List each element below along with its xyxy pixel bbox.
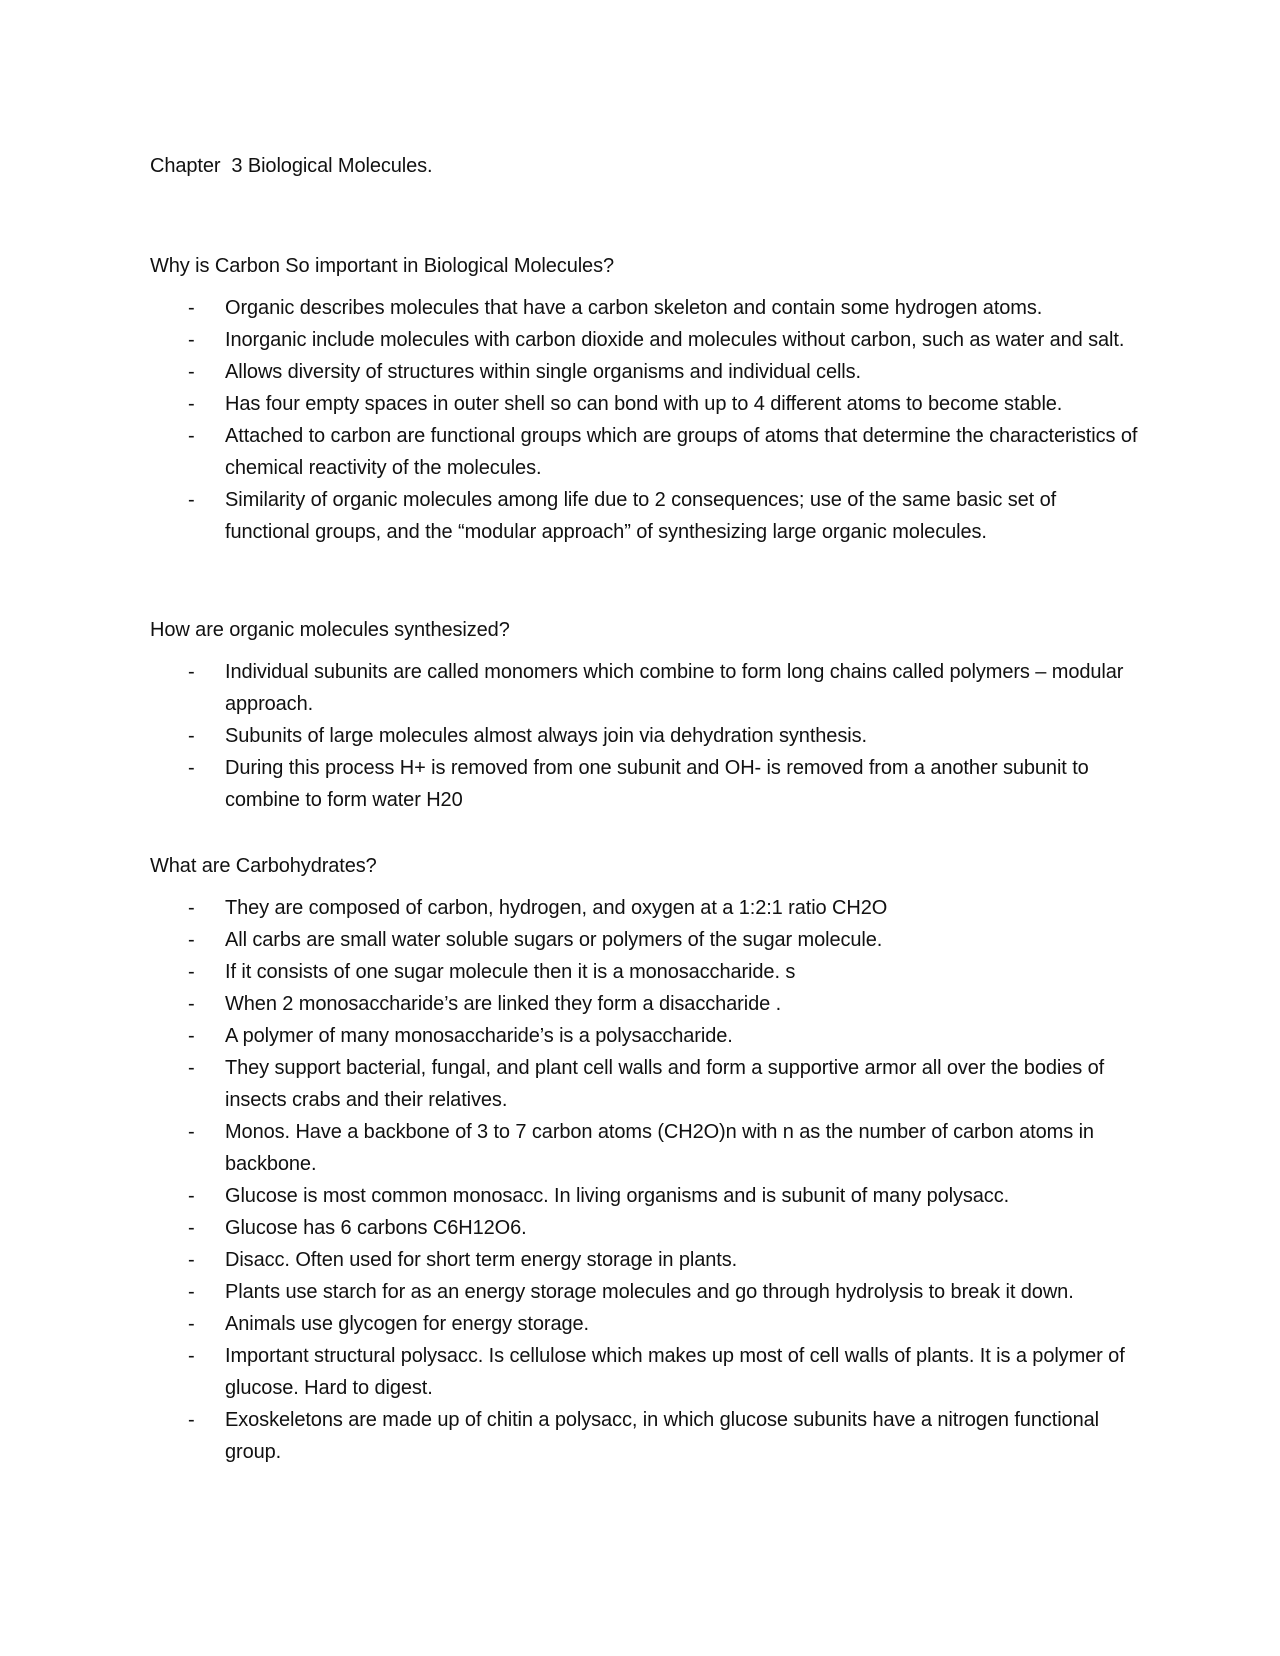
bullet-list-synthesis [150,656,1140,816]
bullet-marker: - [188,1409,195,1431]
list-item: - Exoskeletons are made up of chitin a polysacc, in which glucose subunits have a nitrogen functional group. [150,1404,1140,1468]
list-item: - They support bacterial, fungal, and plant cell walls and form a supportive armor all over the bodies of insects crabs and their relatives. [150,1052,1140,1116]
bullet-marker: - [188,1281,195,1303]
list-item: - If it consists of one sugar molecule then it is a monosaccharide. s [150,956,1140,988]
list-item: - Similarity of organic molecules among life due to 2 consequences; use of the same basic set of functional groups, and the “modular approach” of synthesizing large organic molecules. [150,484,1140,548]
bullet-marker: - [188,1345,195,1367]
section-heading-carbohydrates: What are Carbohydrates? [150,855,377,877]
list-item: - Individual subunits are called monomers which combine to form long chains called polymers – modular approach. [150,656,1140,720]
list-item: - Has four empty spaces in outer shell so can bond with up to 4 different atoms to become stable. [150,388,1140,420]
list-item: - Subunits of large molecules almost always join via dehydration synthesis. [150,720,1140,752]
bullet-marker: - [188,1217,195,1239]
bullet-marker: - [188,329,195,351]
bullet-marker: - [188,1057,195,1079]
bullet-marker: - [188,725,195,747]
list-item: - Monos. Have a backbone of 3 to 7 carbon atoms (CH2O)n with n as the number of carbon atoms in backbone. [150,1116,1140,1180]
bullet-marker: - [188,425,195,447]
list-item: - Disacc. Often used for short term energy storage in plants. [150,1244,1140,1276]
bullet-marker: - [188,489,195,511]
bullet-marker: - [188,993,195,1015]
list-item: - Important structural polysacc. Is cellulose which makes up most of cell walls of plants. It is a polymer of glucose. Hard to digest. [150,1340,1140,1404]
list-item: - During this process H+ is removed from one subunit and OH- is removed from a another subunit to combine to form water H20 [150,752,1140,816]
bullet-marker: - [188,661,195,683]
bullet-marker: - [188,297,195,319]
page-title: Chapter 3 Biological Molecules. [150,155,433,177]
bullet-marker: - [188,757,195,779]
section-heading-synthesis: How are organic molecules synthesized? [150,619,510,641]
bullet-marker: - [188,929,195,951]
bullet-marker: - [188,961,195,983]
bullet-marker: - [188,897,195,919]
bullet-marker: - [188,1185,195,1207]
bullet-marker: - [188,1313,195,1335]
bullet-list-carbon [150,292,1140,548]
bullet-marker: - [188,393,195,415]
list-item: - Glucose has 6 carbons C6H12O6. [150,1212,1140,1244]
list-item: - When 2 monosaccharide’s are linked they form a disaccharide . [150,988,1140,1020]
bullet-marker: - [188,361,195,383]
list-item: - Organic describes molecules that have a carbon skeleton and contain some hydrogen atoms. [150,292,1140,324]
bullet-marker: - [188,1249,195,1271]
list-item: - Attached to carbon are functional groups which are groups of atoms that determine the characteristics of chemical reactivity of the molecules. [150,420,1140,484]
list-item: - Inorganic include molecules with carbon dioxide and molecules without carbon, such as water and salt. [150,324,1140,356]
section-heading-carbon: Why is Carbon So important in Biological Molecules? [150,255,615,277]
list-item: - A polymer of many monosaccharide’s is a polysaccharide. [150,1020,1140,1052]
list-item: - Plants use starch for as an energy storage molecules and go through hydrolysis to break it down. [150,1276,1140,1308]
list-item: - All carbs are small water soluble sugars or polymers of the sugar molecule. [150,924,1140,956]
list-item: - Glucose is most common monosacc. In living organisms and is subunit of many polysacc. [150,1180,1140,1212]
bullet-marker: - [188,1025,195,1047]
list-item: - They are composed of carbon, hydrogen, and oxygen at a 1:2:1 ratio CH2O [150,892,1140,924]
list-item: - Allows diversity of structures within single organisms and individual cells. [150,356,1140,388]
list-item: - Animals use glycogen for energy storage. [150,1308,1140,1340]
bullet-marker: - [188,1121,195,1143]
bullet-list-carbohydrates [150,892,1140,1468]
